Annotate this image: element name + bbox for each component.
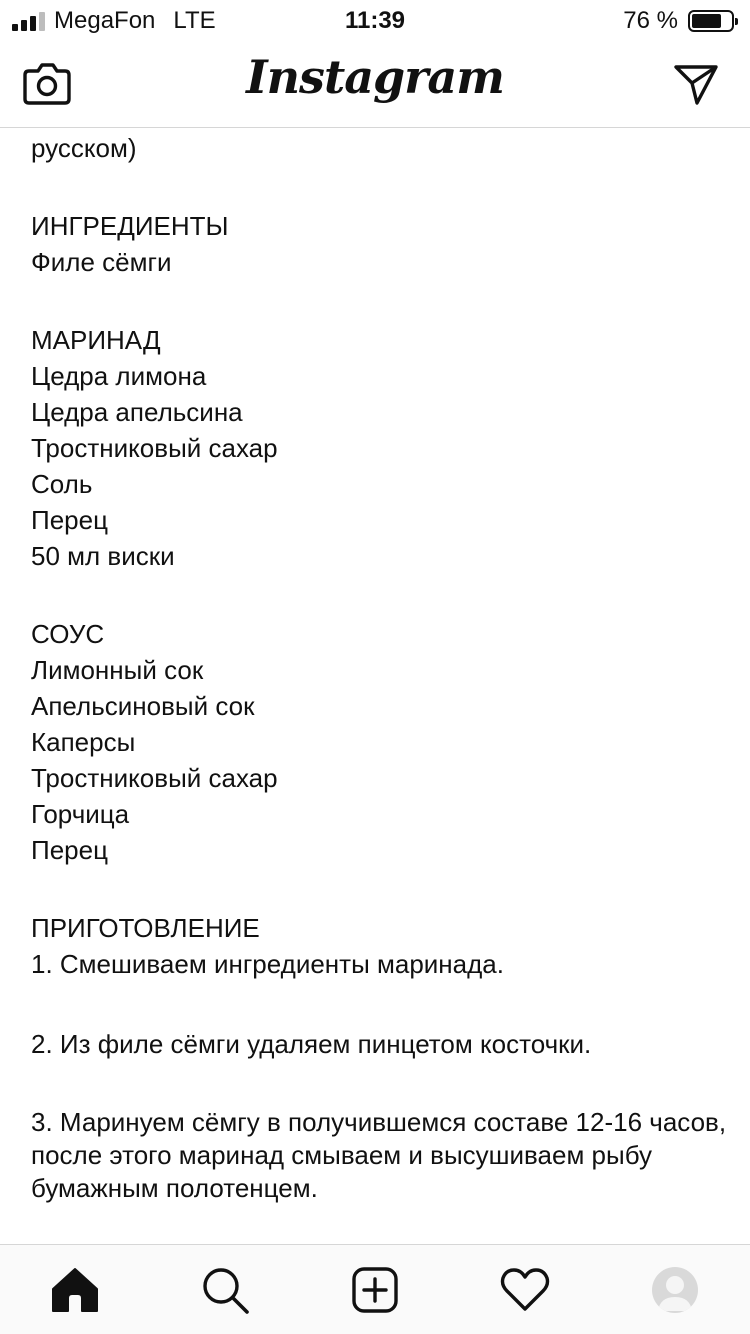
post-caption xyxy=(0,128,750,1244)
network-type: LTE xyxy=(173,7,216,34)
sauce-item: Перец xyxy=(31,835,108,865)
section-heading-marinade: МАРИНАД xyxy=(31,325,161,355)
tab-home[interactable] xyxy=(45,1263,105,1317)
status-bar xyxy=(0,0,750,40)
section-heading-preparation: ПРИГОТОВЛЕНИЕ xyxy=(31,913,260,943)
home-icon xyxy=(51,1267,99,1313)
tab-new-post[interactable] xyxy=(345,1263,405,1317)
section-heading-sauce: СОУС xyxy=(31,619,105,649)
sauce-item: Лимонный сок xyxy=(31,655,204,685)
preparation-step: 1. Смешиваем ингредиенты маринада. xyxy=(31,949,504,979)
new-post-icon xyxy=(351,1266,399,1314)
section-heading-ingredients: ИНГРЕДИЕНТЫ xyxy=(31,211,229,241)
marinade-item: Соль xyxy=(31,469,93,499)
profile-avatar xyxy=(652,1267,698,1313)
search-icon xyxy=(200,1265,250,1315)
sauce-item: Тростниковый сахар xyxy=(31,763,278,793)
preparation-step: 2. Из филе сёмги удаляем пинцетом косточки. xyxy=(31,1029,592,1059)
tab-activity[interactable] xyxy=(495,1263,555,1317)
carrier-name: MegaFon xyxy=(54,7,156,34)
status-time: 11:39 xyxy=(344,7,406,34)
preparation-step: 3. Маринуем сёмгу в получившемся составе 12-16 часов, после этого маринад смываем и высушиваем рыбу бумажным полотенцем. xyxy=(31,1107,727,1203)
activity-heart-icon xyxy=(500,1267,550,1313)
marinade-item: Цедра лимона xyxy=(31,361,207,391)
tab-profile[interactable] xyxy=(645,1263,705,1317)
caption-line: русском) xyxy=(31,133,137,163)
caption-text xyxy=(31,128,731,1205)
battery-level-fill xyxy=(692,14,721,28)
sauce-item: Апельсиновый сок xyxy=(31,691,255,721)
direct-message-icon xyxy=(673,61,719,107)
sauce-item: Горчица xyxy=(31,799,130,829)
battery-percent: 76 % xyxy=(623,7,678,34)
battery-icon xyxy=(688,10,734,32)
sauce-item: Каперсы xyxy=(31,727,136,757)
caption-cut-line xyxy=(31,128,731,130)
marinade-item: Цедра апельсина xyxy=(31,397,243,427)
bottom-tab-bar xyxy=(0,1244,750,1334)
instagram-logo: Instagram xyxy=(246,50,504,104)
status-right xyxy=(623,7,734,35)
marinade-item: Перец xyxy=(31,505,108,535)
marinade-item: 50 мл виски xyxy=(31,541,175,571)
app-header xyxy=(0,40,750,128)
ingredient-item: Филе сёмги xyxy=(31,247,172,277)
tab-search[interactable] xyxy=(195,1263,255,1317)
direct-message-button[interactable] xyxy=(666,54,726,114)
default-avatar-icon xyxy=(652,1267,698,1313)
marinade-item: Тростниковый сахар xyxy=(31,433,278,463)
